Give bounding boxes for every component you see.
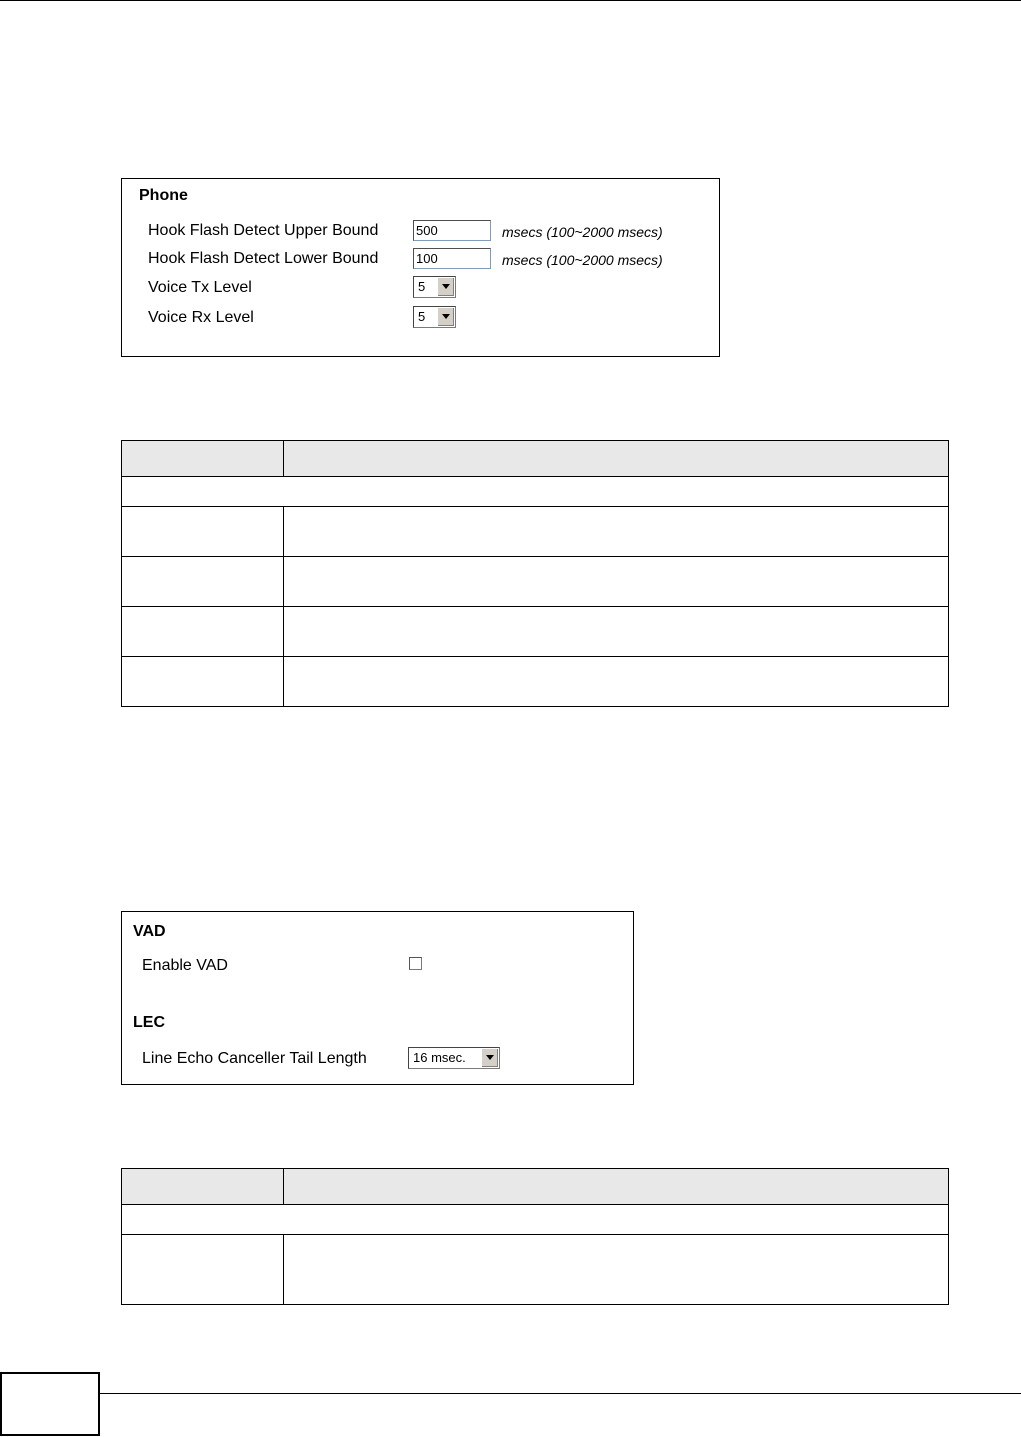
phone-panel-title: Phone <box>139 187 188 204</box>
table-row <box>122 557 949 607</box>
enable-vad-label: Enable VAD <box>142 957 228 974</box>
enable-vad-checkbox[interactable] <box>409 957 422 970</box>
lower-bound-hint: msecs (100~2000 msecs) <box>502 252 663 268</box>
table-cell <box>284 657 949 707</box>
lec-title: LEC <box>133 1014 165 1031</box>
table-cell <box>284 607 949 657</box>
table-section-row <box>122 1205 949 1235</box>
top-rule <box>0 0 1021 1</box>
phone-settings-panel <box>121 178 720 357</box>
table-header-row <box>122 441 949 477</box>
table-cell <box>122 1235 284 1305</box>
lec-tail-length-select[interactable] <box>408 1047 500 1069</box>
upper-bound-input[interactable] <box>413 220 491 241</box>
chevron-down-icon[interactable] <box>437 278 454 296</box>
table-header-cell <box>122 441 284 477</box>
chevron-down-icon[interactable] <box>481 1049 498 1067</box>
voice-rx-value: 5 <box>418 309 426 324</box>
voice-rx-select[interactable] <box>413 306 456 328</box>
lower-bound-label: Hook Flash Detect Lower Bound <box>148 250 379 267</box>
voice-tx-value: 5 <box>418 279 426 294</box>
voice-rx-label: Voice Rx Level <box>148 309 254 326</box>
table-cell <box>284 1235 949 1305</box>
table-header-cell <box>284 1169 949 1205</box>
chevron-down-icon[interactable] <box>437 308 454 326</box>
table-header-cell <box>122 1169 284 1205</box>
table-row <box>122 607 949 657</box>
table-section-row <box>122 477 949 507</box>
upper-bound-label: Hook Flash Detect Upper Bound <box>148 222 379 239</box>
lec-tail-length-value: 16 msec. <box>413 1050 466 1065</box>
lower-bound-input[interactable] <box>413 248 491 269</box>
table-header-cell <box>284 441 949 477</box>
footer-rule <box>100 1393 1021 1394</box>
table-cell <box>122 507 284 557</box>
table-row <box>122 1235 949 1305</box>
upper-bound-hint: msecs (100~2000 msecs) <box>502 224 663 240</box>
table-cell <box>122 607 284 657</box>
voice-tx-select[interactable] <box>413 276 456 298</box>
table-section-cell <box>122 477 949 507</box>
lec-tail-length-label: Line Echo Canceller Tail Length <box>142 1050 367 1067</box>
table-cell <box>284 557 949 607</box>
page-number-box <box>0 1372 100 1436</box>
table-cell <box>122 557 284 607</box>
table-row <box>122 657 949 707</box>
voice-tx-label: Voice Tx Level <box>148 279 252 296</box>
table-row <box>122 507 949 557</box>
vad-title: VAD <box>133 923 166 940</box>
phone-fields-table <box>121 440 949 707</box>
table-header-row <box>122 1169 949 1205</box>
vad-fields-table <box>121 1168 949 1305</box>
vad-lec-panel <box>121 911 634 1085</box>
table-section-cell <box>122 1205 949 1235</box>
table-cell <box>122 657 284 707</box>
table-cell <box>284 507 949 557</box>
